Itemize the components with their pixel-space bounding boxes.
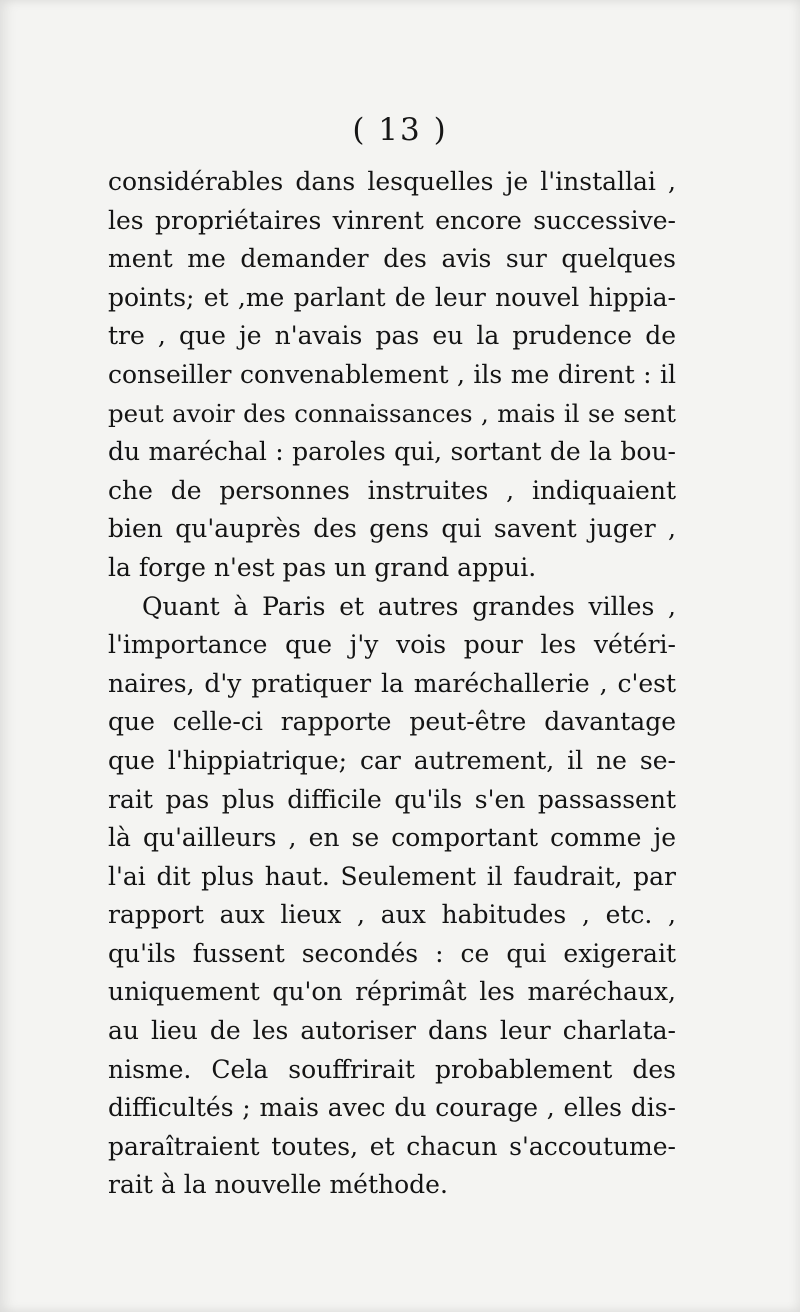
text-line: rait pas plus difficile qu'ils s'en passassent xyxy=(108,784,676,814)
text-line: que l'hippiatrique; car autrement, il ne se- xyxy=(108,745,676,775)
text-line: rapport aux lieux , aux habitudes , etc. , xyxy=(108,900,676,930)
text-line: peut avoir des connaissances , mais il se sent xyxy=(108,398,676,428)
text-line: naires, d'y pratiquer la maréchallerie , c'est xyxy=(108,668,676,698)
text-line: tre , que je n'avais pas eu la prudence de xyxy=(108,321,676,351)
paragraph-2 xyxy=(108,588,676,1206)
text-line: l'importance que j'y vois pour les vétéri- xyxy=(108,630,676,660)
text-line: ment me demander des avis sur quelques xyxy=(108,244,676,274)
text-line: paraîtraient toutes, et chacun s'accoutume- xyxy=(108,1131,676,1161)
text-line: l'ai dit plus haut. Seulement il faudrait, par xyxy=(108,861,676,891)
text-line: considérables dans lesquelles je l'installai , xyxy=(108,167,676,196)
text-line: che de personnes instruites , indiquaient xyxy=(108,475,676,505)
text-line: au lieu de les autoriser dans leur charlata- xyxy=(108,1016,676,1046)
text-line: bien qu'auprès des gens qui savent juger , xyxy=(108,514,676,544)
text-line: la forge n'est pas un grand appui. xyxy=(108,552,537,582)
text-line: que celle-ci rapporte peut-être davantage xyxy=(108,707,676,737)
body-text xyxy=(108,163,676,1205)
text-line: rait à la nouvelle méthode. xyxy=(108,1170,448,1200)
text-line: qu'ils fussent secondés : ce qui exigerait xyxy=(108,938,676,968)
text-line: Quant à Paris et autres grandes villes , xyxy=(142,591,676,621)
page-number: ( 13 ) xyxy=(352,112,448,148)
paragraph-1 xyxy=(108,163,676,588)
text-line: points; et ,me parlant de leur nouvel hippia- xyxy=(108,282,676,312)
text-line: là qu'ailleurs , en se comportant comme je xyxy=(108,823,676,853)
text-line: conseiller convenablement , ils me dirent : il xyxy=(108,359,676,389)
text-line: les propriétaires vinrent encore successive- xyxy=(108,205,676,235)
text-line: uniquement qu'on réprimât les maréchaux, xyxy=(108,977,676,1007)
text-line: du maréchal : paroles qui, sortant de la bou- xyxy=(108,437,676,467)
text-line: nisme. Cela souffrirait probablement des xyxy=(108,1054,676,1084)
text-line: difficultés ; mais avec du courage , elles dis- xyxy=(108,1093,676,1123)
